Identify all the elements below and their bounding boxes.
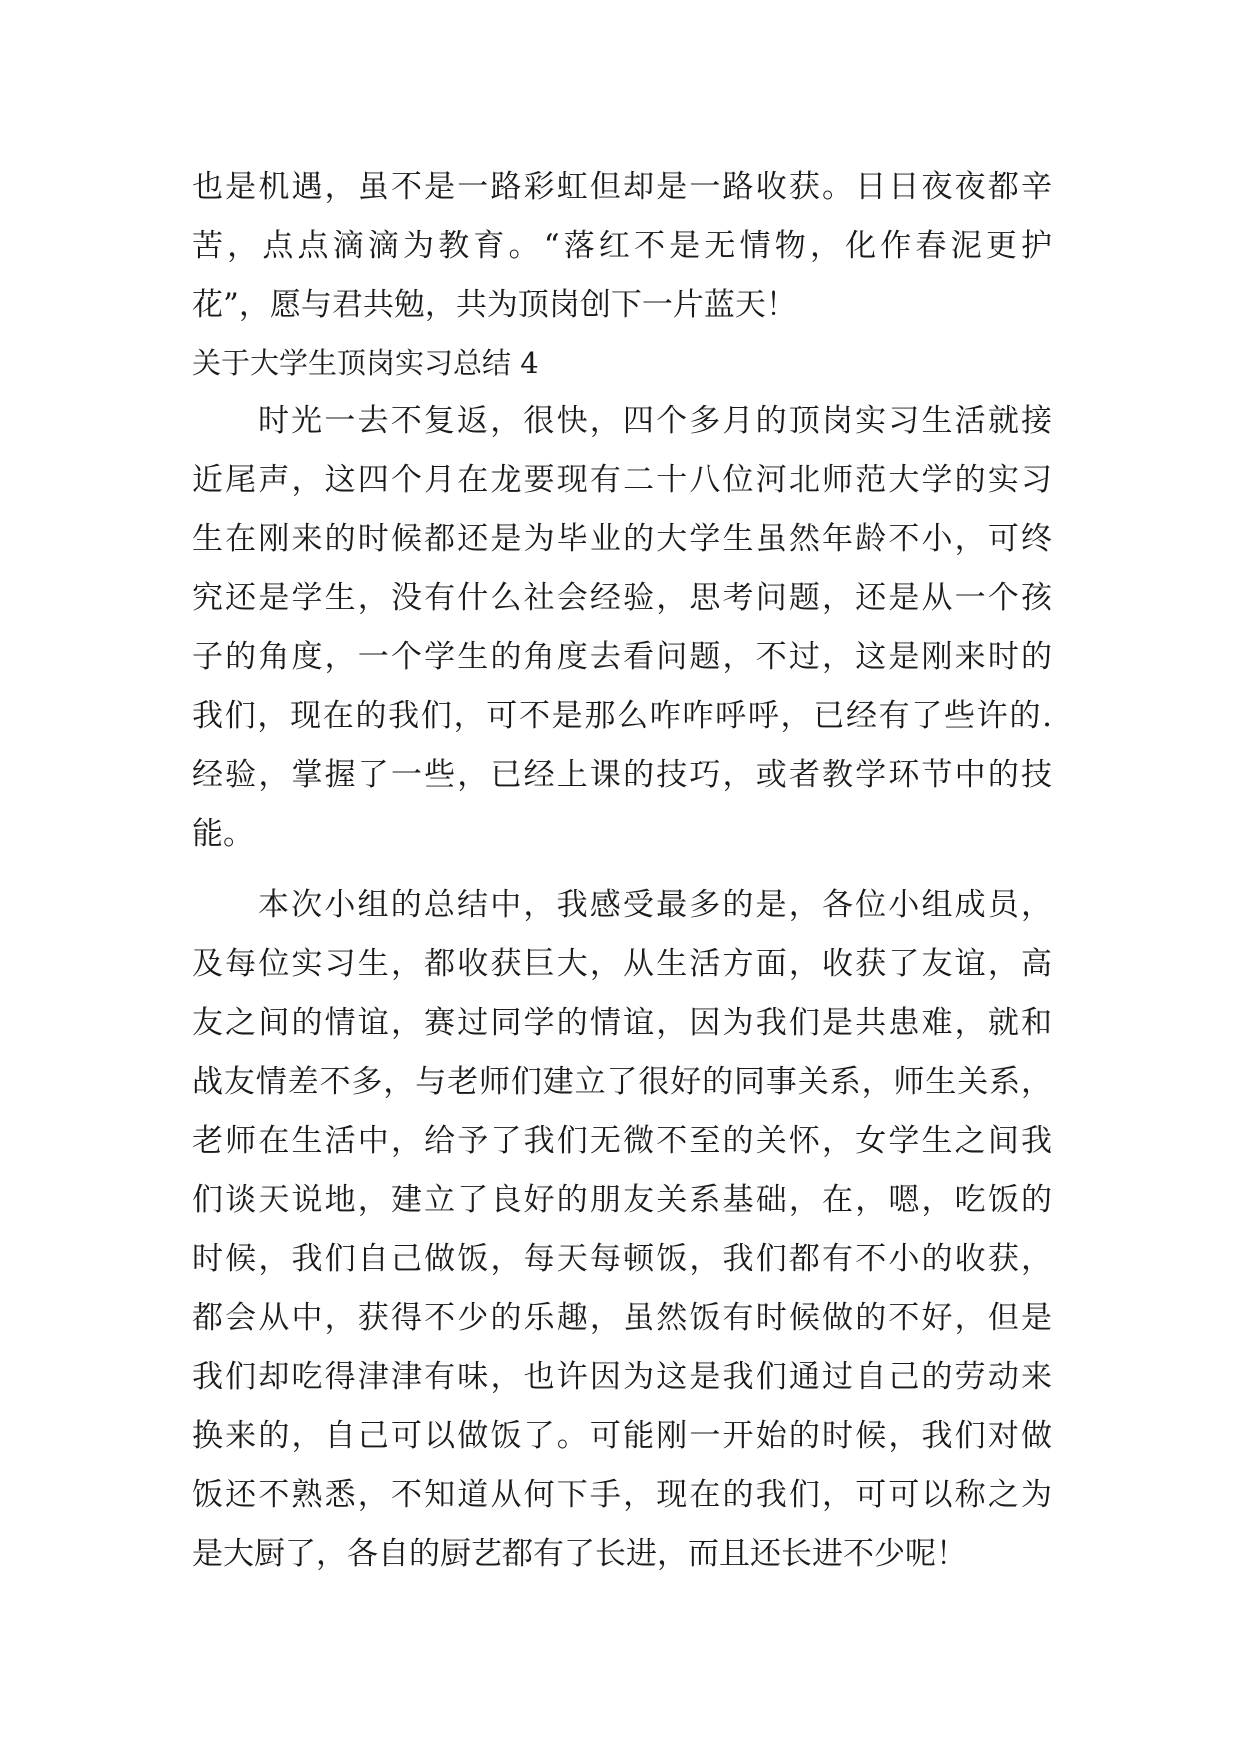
intro-paragraph <box>192 158 1052 335</box>
text-line: 战友情差不多，与老师们建立了很好的同事关系，师生关系， <box>192 1064 1052 1100</box>
document-body <box>192 158 1052 1584</box>
text-line: 能。 <box>192 816 254 852</box>
text-line: 都会从中，获得不少的乐趣，虽然饭有时候做的不好，但是 <box>192 1300 1052 1336</box>
text-line: 饭还不熟悉，不知道从何下手，现在的我们，可可以称之为 <box>192 1477 1052 1513</box>
text-line: 本次小组的总结中，我感受最多的是，各位小组成员， <box>258 887 1052 923</box>
text-line: 苦，点点滴滴为教育。“落红不是无情物，化作春泥更护 <box>192 228 1052 264</box>
text-line: 我们却吃得津津有味，也许因为这是我们通过自己的劳动来 <box>192 1359 1052 1395</box>
text-line: 老师在生活中，给予了我们无微不至的关怀，女学生之间我 <box>192 1123 1052 1159</box>
text-line: 也是机遇，虽不是一路彩虹但却是一路收获。日日夜夜都辛 <box>192 169 1052 205</box>
text-line: 换来的，自己可以做饭了。可能刚一开始的时候，我们对做 <box>192 1418 1052 1454</box>
text-line: 时候，我们自己做饭，每天每顿饭，我们都有不小的收获， <box>192 1241 1052 1277</box>
section-title: 关于大学生顶岗实习总结 4 <box>192 346 539 380</box>
text-line: 及每位实习生，都收获巨大，从生活方面，收获了友谊，高 <box>192 946 1052 982</box>
text-line: 是大厨了，各自的厨艺都有了长进，而且还长进不少呢！ <box>192 1536 967 1572</box>
paragraph-1 <box>192 392 1052 864</box>
text-line: 究还是学生，没有什么社会经验，思考问题，还是从一个孩 <box>192 580 1052 616</box>
text-line: 友之间的情谊，赛过同学的情谊，因为我们是共患难，就和 <box>192 1005 1052 1041</box>
text-line: 经验，掌握了一些，已经上课的技巧，或者教学环节中的技 <box>192 757 1052 793</box>
text-line: 花”，愿与君共勉，共为顶岗创下一片蓝天！ <box>192 287 797 323</box>
text-line: 子的角度，一个学生的角度去看问题，不过，这是刚来时的 <box>192 639 1052 675</box>
text-line: 我们，现在的我们，可不是那么咋咋呼呼，已经有了些许的. <box>192 698 1052 734</box>
text-line: 时光一去不复返，很快，四个多月的顶岗实习生活就接 <box>258 403 1052 439</box>
text-line: 们谈天说地，建立了良好的朋友关系基础，在，嗯，吃饭的 <box>192 1182 1052 1218</box>
text-line: 生在刚来的时候都还是为毕业的大学生虽然年龄不小，可终 <box>192 521 1052 557</box>
text-line: 近尾声，这四个月在龙要现有二十八位河北师范大学的实习 <box>192 462 1052 498</box>
paragraph-2 <box>192 876 1052 1584</box>
paragraph-gap <box>192 864 1052 876</box>
